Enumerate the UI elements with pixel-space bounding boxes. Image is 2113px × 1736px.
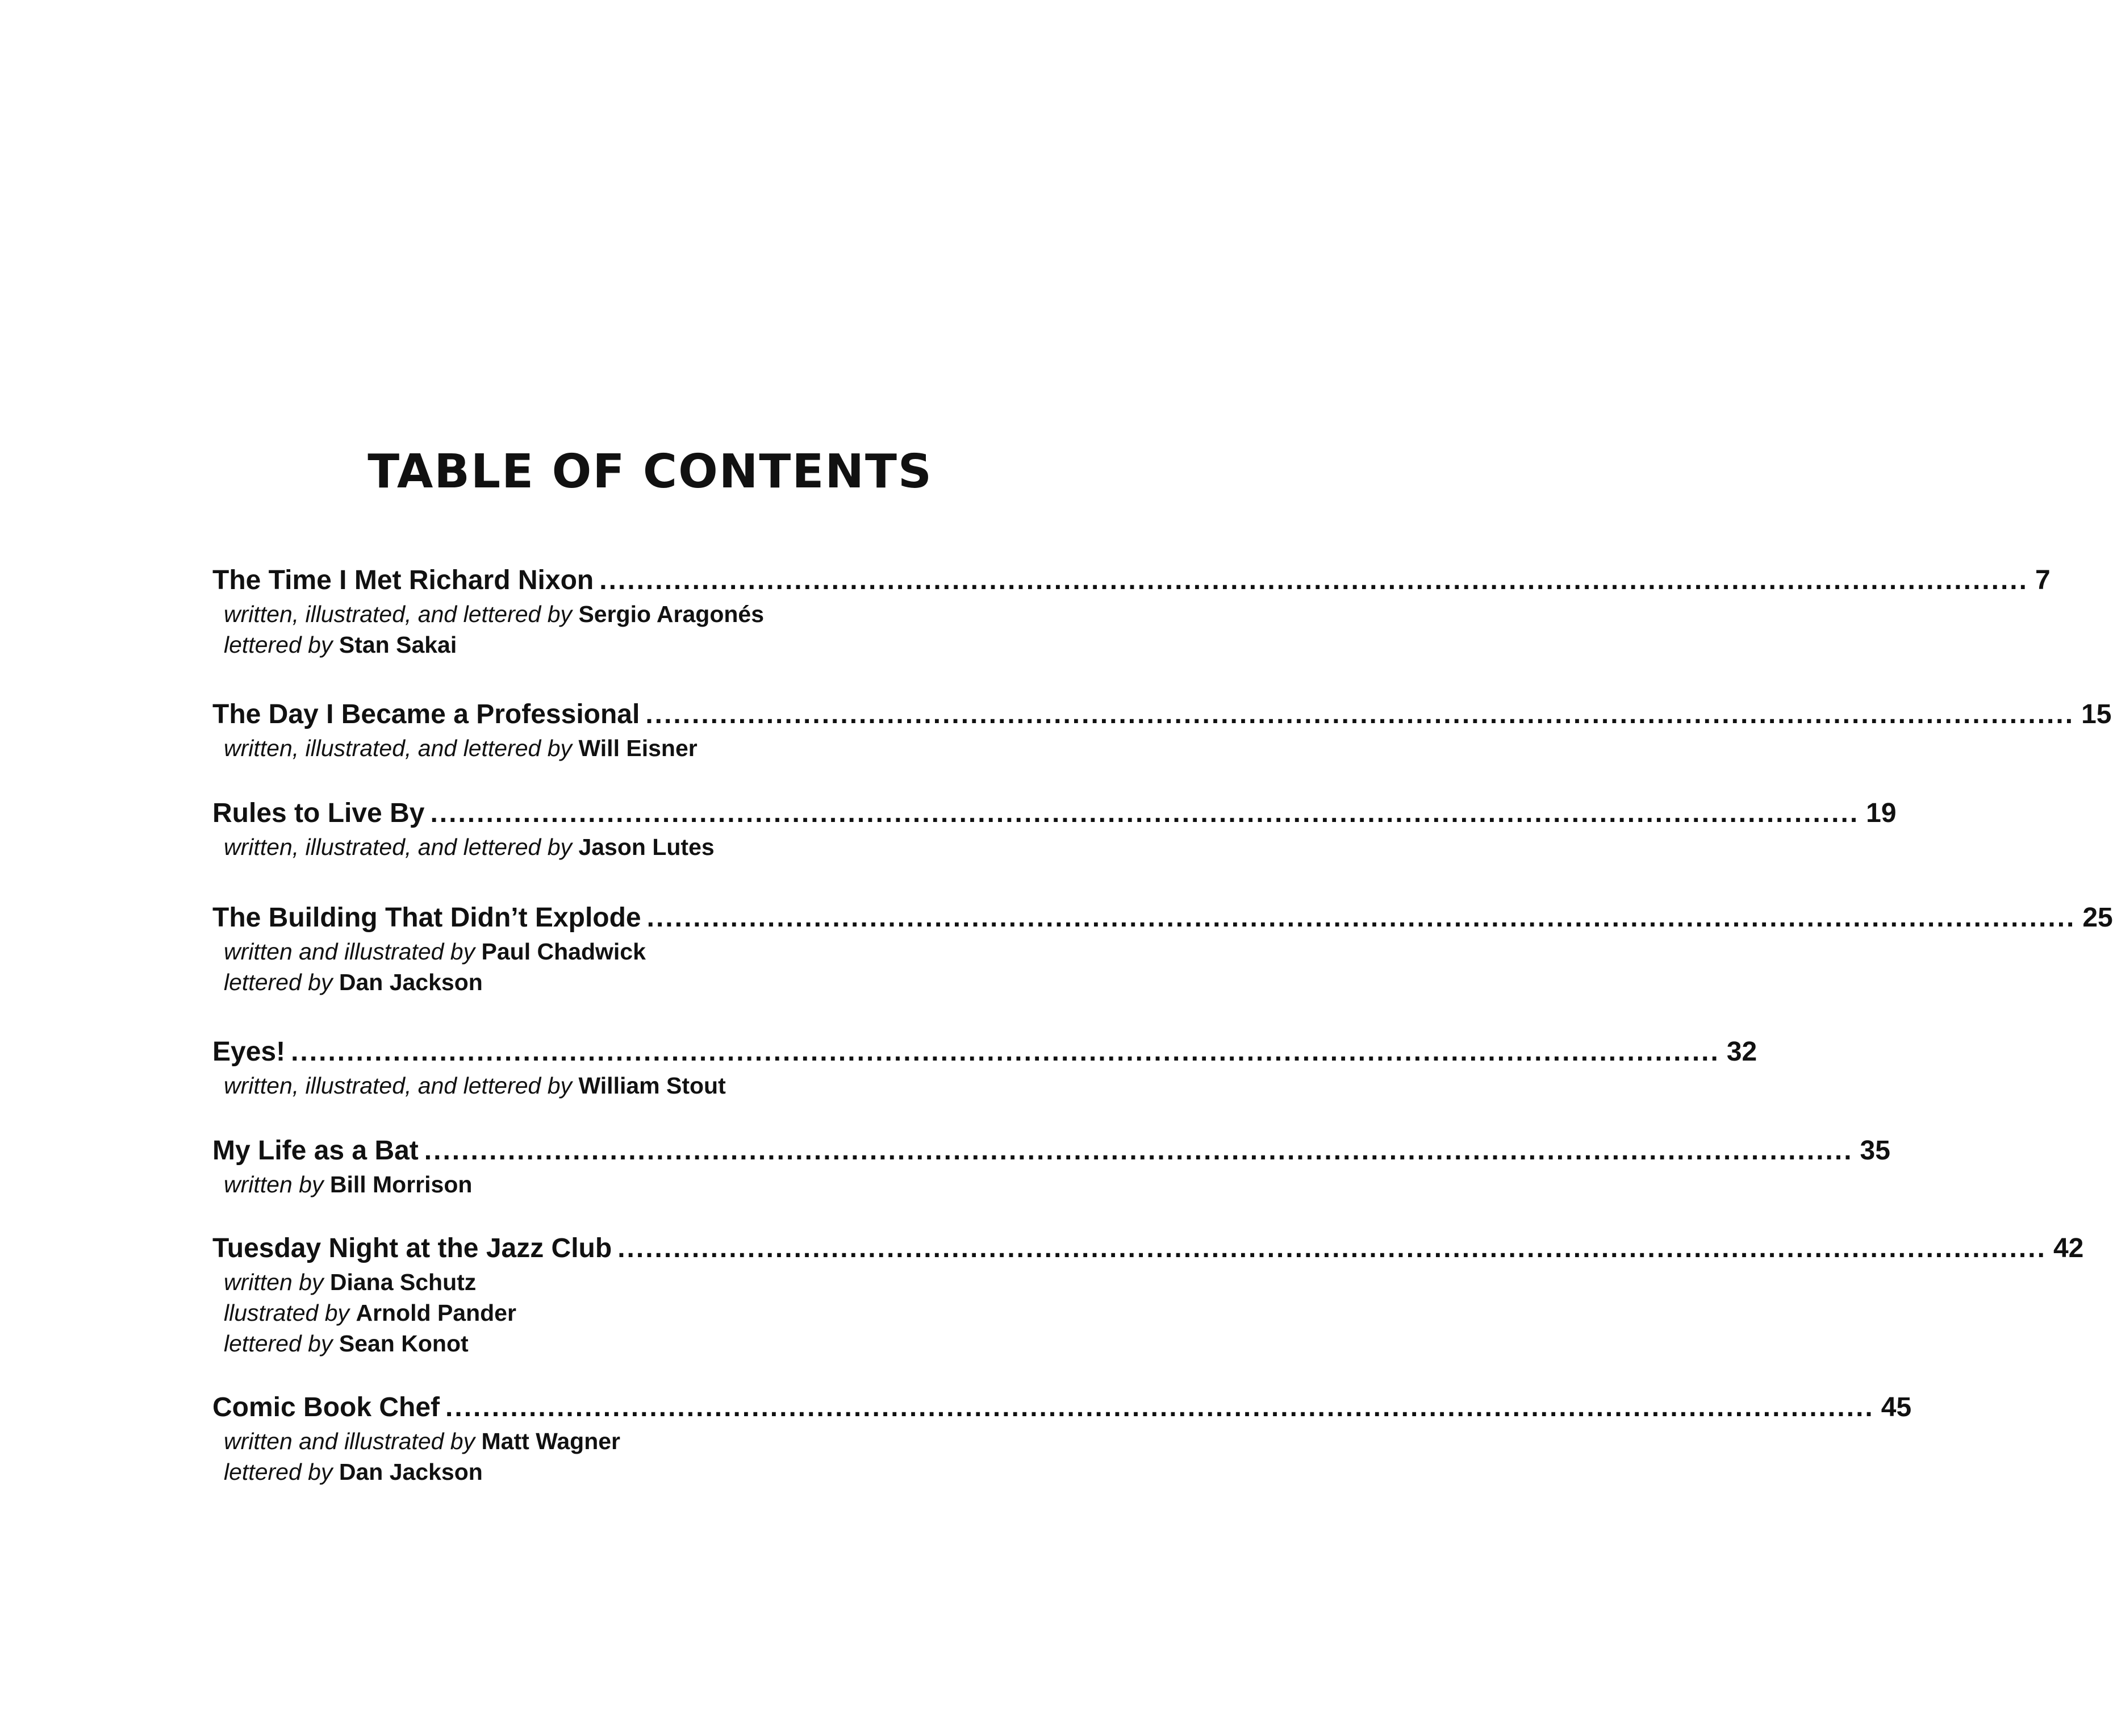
toc-entry-line xyxy=(212,1133,1890,1169)
entry-title: Tuesday Night at the Jazz Club xyxy=(212,1233,612,1263)
page-number: 25 xyxy=(2082,903,2113,933)
credit-role: lettered by xyxy=(224,632,333,658)
credit-line xyxy=(224,1070,933,1101)
page-number: 35 xyxy=(1860,1136,1890,1166)
credit-name: Sergio Aragonés xyxy=(578,601,765,627)
entry-title: Comic Book Chef xyxy=(212,1392,440,1422)
credit-role: written by xyxy=(224,1171,324,1197)
credit-name: Jason Lutes xyxy=(578,834,715,860)
credit-name: Sean Konot xyxy=(339,1330,469,1357)
dot-leader: .......................................................................................................................................................... xyxy=(424,1136,1853,1166)
credit-role: written, illustrated, and lettered by xyxy=(224,601,573,627)
toc-entry xyxy=(212,1133,1890,1200)
page-number: 7 xyxy=(2035,565,2051,595)
toc-entry xyxy=(212,795,1897,862)
credit-name: Dan Jackson xyxy=(339,1459,483,1485)
dot-leader: .......................................................................................................................................................... xyxy=(646,903,2076,933)
toc-entry xyxy=(212,1389,1912,1487)
toc-entry-line xyxy=(212,1389,1912,1426)
credit-line xyxy=(224,1426,933,1457)
page-number: 19 xyxy=(1866,798,1897,828)
page-number: 45 xyxy=(1881,1392,1912,1422)
credit-role: lettered by xyxy=(224,1459,333,1485)
credit-line xyxy=(224,733,933,763)
toc-entry xyxy=(212,1034,1757,1101)
credit-role: written by xyxy=(224,1269,324,1295)
credit-line xyxy=(224,1169,933,1200)
dot-leader: .......................................................................................................................................................... xyxy=(291,1037,1720,1067)
dot-leader: .......................................................................................................................................................... xyxy=(430,798,1860,828)
toc-entry-line xyxy=(212,562,2051,599)
entry-title: Rules to Live By xyxy=(212,798,425,828)
credit-name: Arnold Pander xyxy=(356,1300,516,1326)
entry-title: The Building That Didn’t Explode xyxy=(212,903,641,933)
credit-name: Will Eisner xyxy=(578,735,698,761)
credit-name: Paul Chadwick xyxy=(481,938,646,965)
page-number: 32 xyxy=(1726,1037,1757,1067)
credit-line xyxy=(224,936,933,967)
credit-name: Stan Sakai xyxy=(339,632,457,658)
toc-entry xyxy=(212,696,2112,763)
credit-role: lettered by xyxy=(224,1330,333,1357)
credit-line xyxy=(224,1457,933,1487)
page-number: 15 xyxy=(2081,699,2112,729)
credit-name: Dan Jackson xyxy=(339,969,483,995)
credit-name: Bill Morrison xyxy=(329,1171,473,1197)
toc-entry-line xyxy=(212,900,2113,936)
toc-entry-line xyxy=(212,1034,1757,1070)
toc-entry xyxy=(212,1230,2084,1359)
credit-line xyxy=(224,832,933,862)
credit-role: written, illustrated, and lettered by xyxy=(224,834,573,860)
page-number: 42 xyxy=(2053,1233,2084,1263)
entry-title: The Day I Became a Professional xyxy=(212,699,640,729)
toc-entry-line xyxy=(212,696,2112,733)
credit-role: written, illustrated, and lettered by xyxy=(224,1073,573,1099)
credit-name: William Stout xyxy=(578,1073,726,1099)
entry-title: My Life as a Bat xyxy=(212,1136,419,1166)
credit-role: written, illustrated, and lettered by xyxy=(224,735,573,761)
entry-title: Eyes! xyxy=(212,1037,286,1067)
dot-leader: .......................................................................................................................................................... xyxy=(645,699,2075,729)
credit-line xyxy=(224,1297,933,1328)
toc-entry xyxy=(212,562,2051,660)
credit-line xyxy=(224,629,933,660)
credit-line xyxy=(224,599,933,629)
credit-role: written and illustrated by xyxy=(224,938,475,965)
credit-role: lettered by xyxy=(224,969,333,995)
toc-entry xyxy=(212,900,2113,998)
credit-name: Matt Wagner xyxy=(481,1428,621,1454)
dot-leader: .......................................................................................................................................................... xyxy=(445,1392,1874,1422)
credit-role: written and illustrated by xyxy=(224,1428,475,1454)
credit-role: llustrated by xyxy=(224,1300,350,1326)
toc-entry-line xyxy=(212,1230,2084,1267)
toc-entry-line xyxy=(212,795,1897,832)
dot-leader: .......................................................................................................................................................... xyxy=(617,1233,2047,1263)
credit-name: Diana Schutz xyxy=(329,1269,477,1295)
dot-leader: .......................................................................................................................................................... xyxy=(599,565,2028,595)
page-title: TABLE OF CONTENTS xyxy=(368,445,933,499)
entry-title: The Time I Met Richard Nixon xyxy=(212,565,594,595)
credit-line xyxy=(224,1267,933,1297)
credit-line xyxy=(224,1328,933,1359)
credit-line xyxy=(224,967,933,998)
